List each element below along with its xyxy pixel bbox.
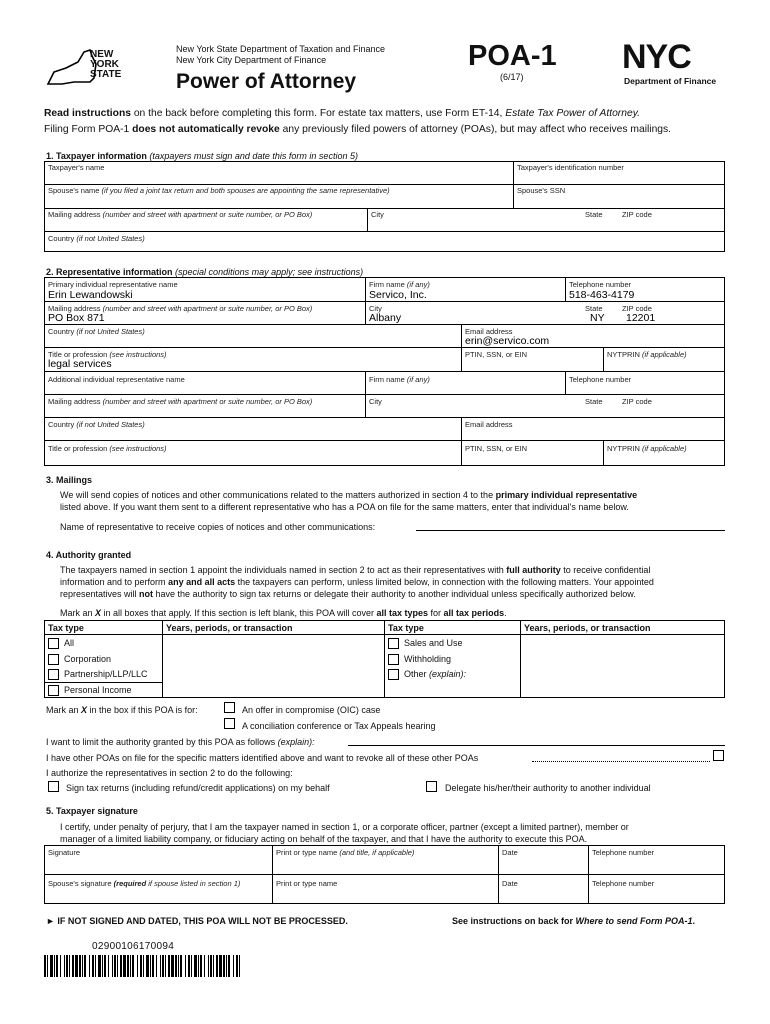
sign-returns-checkbox[interactable] [48,781,59,792]
taxpayer-country-field[interactable]: Country (if not United States) [48,234,145,243]
conciliation-label: A conciliation conference or Tax Appeals hearing [242,721,436,731]
phone-field[interactable]: 518-463-4179 [569,289,635,301]
dept-nyc: New York City Department of Finance [176,55,327,65]
spouse-print-name-field[interactable]: Print or type name [276,879,338,888]
section-1-title: 1. Taxpayer information (taxpayers must sign and date this form in section 5) [46,151,358,161]
sales-use-checkbox[interactable] [388,638,399,649]
intro-line-2: Filing Form POA-1 does not automatically revoke any previously filed powers of attorney (POAs), but may affect who receives mailings. [44,124,672,135]
spouse-ssn-field[interactable]: Spouse's SSN [517,186,566,195]
rep-title-label: Title or profession (see instructions) [48,350,167,359]
date-field[interactable]: Date [502,848,518,857]
conciliation-checkbox[interactable] [224,718,235,729]
form-title: Power of Attorney [176,70,357,93]
section-3-title: 3. Mailings [46,475,93,485]
revoke-checkbox[interactable] [713,750,724,761]
ny-logo-line: NEW [90,49,114,60]
partnership-label: Partnership/LLP/LLC [64,669,148,679]
personal-income-label: Personal Income [64,685,132,695]
mailing-rep-label: Name of representative to receive copies of notices and other communications: [60,522,376,532]
additional-mailing-field[interactable]: Mailing address (number and street with apartment or suite number, or PO Box) [48,397,313,406]
corporation-label: Corporation [64,654,112,664]
oic-label: An offer in compromise (OIC) case [242,705,381,715]
taxpayer-name-field[interactable]: Taxpayer's name [48,163,105,172]
mailing-rep-field[interactable] [416,530,725,531]
additional-phone-field[interactable]: Telephone number [569,375,632,384]
rep-zip-label: ZIP code [622,304,652,313]
rep-state-label: State [585,304,603,313]
firm-label: Firm name (if any) [369,280,430,289]
taxpayer-mailing-field[interactable]: Mailing address (number and street with apartment or suite number, or PO Box) [48,210,313,219]
limit-field[interactable] [348,745,725,746]
sig-phone-field[interactable]: Telephone number [592,848,655,857]
other-label: Other (explain): [404,669,467,679]
ny-logo-line: YORK [90,59,119,70]
poa-for-label: Mark an X in the box if this POA is for: [46,705,198,715]
delegate-label: Delegate his/her/their authority to another individual [445,783,651,793]
section-1-table [44,161,725,252]
partnership-checkbox[interactable] [48,669,59,680]
all-label: All [64,638,75,648]
rep-city-label: City [369,304,382,313]
see-instructions: See instructions on back for Where to send Form POA-1. [452,916,696,926]
personal-income-checkbox[interactable] [48,685,59,696]
additional-country-field[interactable]: Country (if not United States) [48,420,145,429]
section-4-title: 4. Authority granted [46,550,132,560]
section-2-title: 2. Representative information (special conditions may apply; see instructions) [46,267,364,277]
col-tax-type-right: Tax type [388,623,424,633]
signature-field[interactable]: Signature [48,848,81,857]
rep-title-field[interactable]: legal services [48,358,112,370]
section-5-title: 5. Taxpayer signature [46,806,138,816]
form-id: POA-1 [468,40,557,72]
nyc-dept-finance: Department of Finance [624,76,717,86]
nyc-logo: NYC [622,38,691,76]
rep-ptin-field[interactable]: PTIN, SSN, or EIN [465,350,528,359]
additional-zip-field[interactable]: ZIP code [622,397,652,406]
other-checkbox[interactable] [388,669,399,680]
additional-city-field[interactable]: City [369,397,382,406]
primary-rep-label: Primary individual representative name [48,280,178,289]
firm-name-field[interactable]: Servico, Inc. [369,289,427,301]
additional-state-field[interactable]: State [585,397,603,406]
withholding-label: Withholding [404,654,452,664]
all-checkbox[interactable] [48,638,59,649]
spouse-name-field[interactable]: Spouse's name (if you filed a joint tax return and both spouses are appointing the same representative) [48,186,390,195]
rep-nytprin-field[interactable]: NYTPRIN (if applicable) [607,350,687,359]
delegate-checkbox[interactable] [426,781,437,792]
ny-logo-line: STATE [90,69,122,80]
not-signed-warning: ► IF NOT SIGNED AND DATED, THIS POA WILL NOT BE PROCESSED. [46,916,348,926]
col-years-right: Years, periods, or transaction [524,623,651,633]
oic-checkbox[interactable] [224,702,235,713]
authorize-label: I authorize the representatives in section 2 to do the following: [46,768,293,778]
additional-email-field[interactable]: Email address [465,420,513,429]
dept-nys: New York State Department of Taxation and Finance [176,44,385,54]
print-name-field[interactable]: Print or type name (and title, if applicable) [276,848,415,857]
taxpayer-state-field[interactable]: State [585,210,603,219]
sales-use-label: Sales and Use [404,638,463,648]
rep-zip-field[interactable]: 12201 [626,312,656,324]
barcode-number: 02900106170094 [92,941,175,952]
rep-mailing-label: Mailing address (number and street with apartment or suite number, or PO Box) [48,304,313,313]
intro-line-1: Read instructions on the back before completing this form. For estate tax matters, use Form ET-14, Estate Tax Power of Attorney. [44,108,640,119]
col-tax-type-left: Tax type [48,623,84,633]
additional-firm-field[interactable]: Firm name (if any) [369,375,430,384]
email-label: Email address [465,327,513,336]
additional-ptin-field[interactable]: PTIN, SSN, or EIN [465,444,528,453]
sign-returns-label: Sign tax returns (including refund/credit applications) on my behalf [66,783,330,793]
additional-rep-field[interactable]: Additional individual representative name [48,375,185,384]
rep-state-field[interactable]: NY [590,312,605,324]
revoke-label: I have other POAs on file for the specific matters identified above and want to revoke all of these other POAs [46,753,479,763]
withholding-checkbox[interactable] [388,654,399,665]
taxpayer-zip-field[interactable]: ZIP code [622,210,652,219]
mark-instructions: Mark an X in all boxes that apply. If this section is left blank, this POA will cover all tax types for all tax periods. [60,608,507,618]
certify-paragraph: I certify, under penalty of perjury, that I am the taxpayer named in section 1, or a corporate officer, partner (except a limited partner), member or manager of a limited liability company, or fiduciary acting on behalf of the taxpayer, and that I have the authority to execute this POA. [60,822,629,844]
additional-nytprin-field[interactable]: NYTPRIN (if applicable) [607,444,687,453]
additional-title-field[interactable]: Title or profession (see instructions) [48,444,167,453]
email-field[interactable]: erin@servico.com [465,335,550,347]
phone-label: Telephone number [569,280,632,289]
barcode [44,955,244,977]
barcode-icon [44,955,244,977]
rep-country-field[interactable]: Country (if not United States) [48,327,145,336]
rep-mailing-field[interactable]: PO Box 871 [48,312,105,324]
mailings-paragraph: We will send copies of notices and other communications related to the matters authorized in section 4 to the primary individual representative listed above. If you want them sent to a different representative who has a POA on file for the same matters, enter that individual's name below. [60,490,638,512]
ny-state-logo [44,44,144,90]
rep-city-field[interactable]: Albany [369,312,402,324]
taxpayer-city-field[interactable]: City [371,210,384,219]
primary-rep-name-field[interactable]: Erin Lewandowski [48,289,133,301]
taxpayer-id-field[interactable]: Taxpayer's identification number [517,163,624,172]
spouse-phone-field[interactable]: Telephone number [592,879,655,888]
authority-paragraph: The taxpayers named in section 1 appoint the individuals named in section 2 to act as their representatives with full authority to receive confidential information and to perform any and all acts the taxpayers can perform, unless limited below, in connection with the following matters. Your appointed representatives will not have the authority to sign tax returns or delegate their authority to another individual unless specifically authorized below. [60,565,654,599]
corporation-checkbox[interactable] [48,654,59,665]
form-revision: (6/17) [500,72,524,82]
spouse-date-field[interactable]: Date [502,879,518,888]
spouse-signature-field[interactable]: Spouse's signature (required if spouse listed in section 1) [48,879,241,888]
limit-label: I want to limit the authority granted by this POA as follows (explain): [46,737,315,747]
col-years-left: Years, periods, or transaction [166,623,293,633]
